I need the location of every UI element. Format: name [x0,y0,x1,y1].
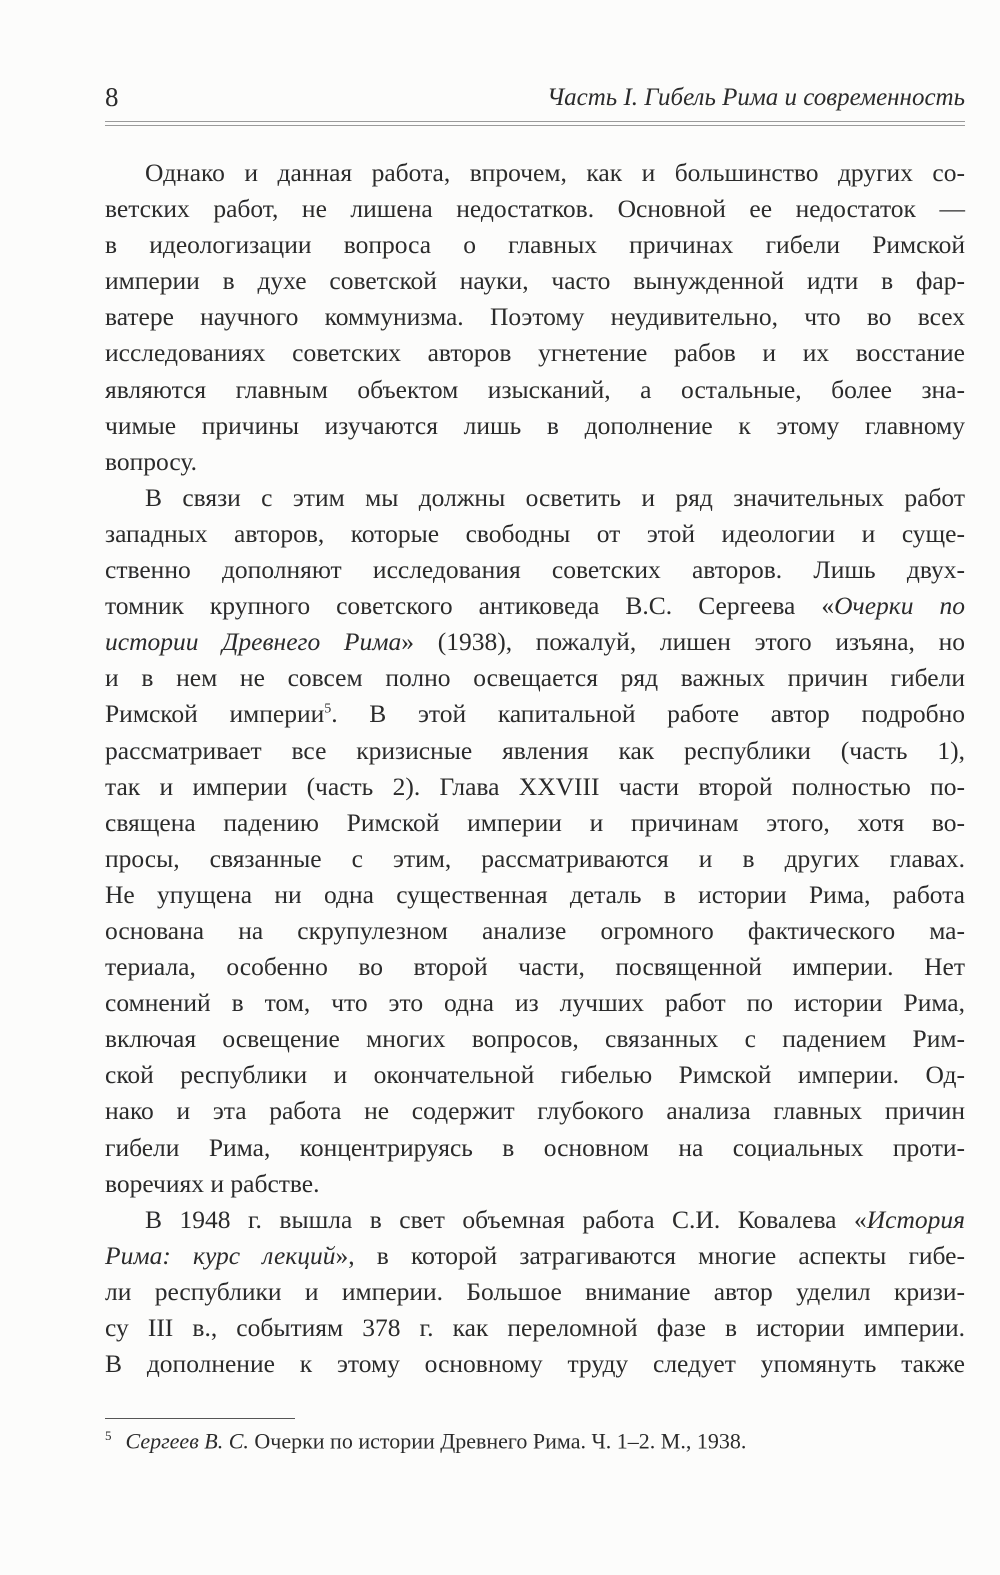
italic-title: История [866,1204,965,1234]
header-rule [105,121,965,122]
text-line [105,1238,965,1274]
text-line [105,1057,965,1093]
text-line [105,263,965,299]
text-line [105,1130,965,1166]
text-line [105,624,965,660]
text-line [105,552,965,588]
text-run: и в нем не совсем полно освещается ряд важных причин гибели [105,663,965,693]
text-run: Римской империи [105,699,325,729]
paragraph [105,1202,965,1382]
text-line [105,1166,965,1202]
text-line [105,949,965,985]
text-run: основана на скрупулезном анализе огромного фактического ма- [105,915,965,945]
text-run: Не упущена ни одна существенная деталь в истории Рима, работа [105,879,965,909]
text-line [105,444,965,480]
running-header [105,82,965,116]
text-run: просы, связанные с этим, рассматриваются и в других главах. [105,843,965,873]
text-line [105,1346,965,1382]
text-run: исследованиях советских авторов угнетение рабов и их восстание [105,338,965,368]
text-run: териала, особенно во второй части, посвященной империи. Нет [105,952,965,982]
text-run: ватере научного коммунизма. Поэтому неудивительно, что во всех [105,302,965,332]
text-line [105,1310,965,1346]
paragraph [105,155,965,480]
text-run: су III в., событиям 378 г. как переломной фазе в истории империи. [105,1313,965,1342]
page-number: 8 [105,82,119,112]
text-run: ственно дополняют исследования советских авторов. Лишь двух- [105,555,965,585]
text-run: империи в духе советской науки, часто вынужденной идти в фар- [105,266,965,296]
text-run: » (1938), пожалуй, лишен этого изъяна, но [401,627,965,657]
footnote-separator [105,1418,295,1419]
header-rule-second [105,125,965,126]
text-run: », в которой затрагиваются многие аспекты гибе- [335,1240,965,1270]
text-run: рассматривает все кризисные явления как республики (часть 1), [105,735,965,765]
text-line [105,299,965,335]
text-run: чимые причины изучаются лишь в дополнение к этому главному [105,410,965,440]
footnote-mark: 5 [105,1428,112,1443]
text-run: нако и эта работа не содержит глубокого анализа главных причин [105,1096,965,1126]
text-run: сомнений в том, что это одна из лучших работ по истории Рима, [105,988,965,1018]
text-line [105,588,965,624]
text-run: включая освещение многих вопросов, связанных с падением Рим- [105,1024,965,1054]
italic-title: истории Древнего Рима [105,627,402,657]
text-line [105,841,965,877]
italic-title: Рима: курс лекций [105,1240,336,1270]
text-line [105,805,965,841]
text-line [105,516,965,552]
running-title: Часть I. Гибель Рима и современность [546,84,965,111]
text-run: ли республики и империи. Большое внимание автор уделил кризи- [105,1276,965,1306]
text-run: так и империи (часть 2). Глава XXVIII части второй полностью по- [105,771,965,801]
text-line [105,1093,965,1129]
text-line [105,733,965,769]
text-run: воречиях и рабстве. [105,1168,320,1198]
text-run: . В этой капитальной работе автор подробно [331,699,965,729]
italic-title: Очерки по [834,591,965,621]
text-line [105,660,965,696]
text-line [105,372,965,408]
text-run: В дополнение к этому основному труду следует упомянуть также [105,1349,965,1379]
text-run: ветских работ, не лишена недостатков. Основной ее недостаток — [105,194,965,224]
paragraph [105,480,965,1202]
text-line [105,155,965,191]
text-run: являются главным объектом изысканий, а остальные, более зна- [105,374,965,404]
text-run: в идеологизации вопроса о главных причинах гибели Римской [105,230,965,260]
text-line [105,335,965,371]
footnote-author: Сергеев В. С. [125,1428,249,1454]
text-run: вопросу. [105,446,197,476]
text-line [105,913,965,949]
body-text [105,155,965,1382]
text-line [105,696,965,732]
text-line [105,769,965,805]
text-run: томник крупного советского антиковеда В.С. Сергеева « [105,591,835,621]
text-run: западных авторов, которые свободны от этой идеологии и суще- [105,518,965,548]
text-run: гибели Рима, концентрируясь в основном на социальных проти- [105,1132,965,1162]
text-line [105,1021,965,1057]
footnote [105,1428,746,1454]
text-line [105,985,965,1021]
text-line [105,1202,965,1238]
text-line [105,191,965,227]
text-run: В связи с этим мы должны осветить и ряд значительных работ [145,482,965,512]
text-run: священа падению Римской империи и причинам этого, хотя во- [105,807,965,837]
text-run: ской республики и окончательной гибелью Римской империи. Од- [105,1060,965,1090]
text-line [105,1274,965,1310]
text-line [105,480,965,516]
text-line [105,408,965,444]
text-run: Однако и данная работа, впрочем, как и большинство других со- [145,158,965,187]
text-line [105,877,965,913]
footnote-reference: 5 [324,701,332,717]
text-run: В 1948 г. вышла в свет объемная работа С.И. Ковалева « [145,1204,867,1234]
text-line [105,227,965,263]
footnote-text: Очерки по истории Древнего Рима. Ч. 1–2. М., 1938. [248,1428,747,1454]
